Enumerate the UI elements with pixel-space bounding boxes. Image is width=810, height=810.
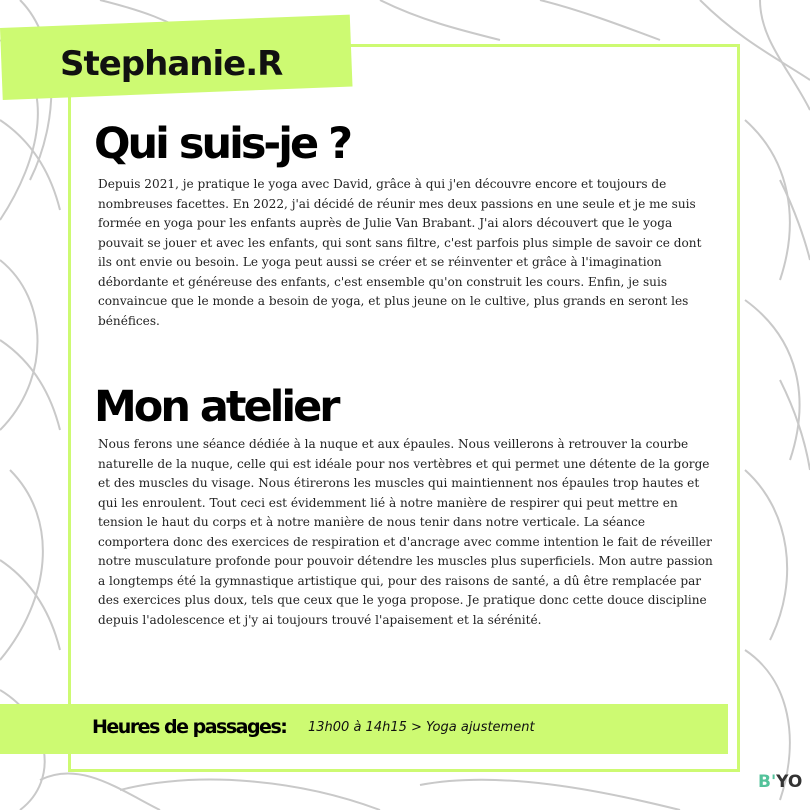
profile-name: Stephanie.R	[60, 44, 283, 84]
logo-rest: YO	[776, 772, 803, 792]
about-text: Depuis 2021, je pratique le yoga avec David, grâce à qui j'en découvre encore et toujours de nombreuses facettes. En 2022, j'ai décidé de réunir mes deux passions en une seule et je me suis formée en yoga pour les enfants auprès de Julie Van Brabant. J'ai alors découvert que le yoga pouvait se jouer et avec les enfants, qui sont sans filtre, c'est parfois plus simple de savoir ce dont ils ont envie ou besoin. Le yoga peut aussi se créer et se réinventer et grâce à l'imagination débordante et généreuse des enfants, c'est ensemble qu'on construit les cours. Enfin, je suis convaincue que le monde a besoin de yoga, et plus jeune on le cultive, plus grands en seront les bénéfices.	[98, 177, 702, 328]
byo-logo	[758, 772, 802, 792]
schedule-value: 13h00 à 14h15 > Yoga ajustement	[308, 720, 535, 735]
about-heading: Qui suis-je ?	[94, 119, 351, 169]
atelier-heading: Mon atelier	[94, 382, 338, 432]
atelier-text: Nous ferons une séance dédiée à la nuque et aux épaules. Nous veillerons à retrouver la courbe naturelle de la nuque, celle qui est idéale pour nos vertèbres et qui permet une détente de la gorge et des muscles du visage. Nous étirerons les muscles qui maintiennent nos épaules trop hautes et qui les enroulent. Tout ceci est évidemment lié à notre manière de respirer qui peut mettre en tension le haut du corps et à notre manière de nous tenir dans notre verticale. La séance comportera donc des exercices de respiration et d'ancrage avec comme intention le fait de réveiller notre musculature profonde pour pouvoir détendre les muscles plus superficiels. Mon autre passion a longtemps été la gymnastique artistique qui, pour des raisons de santé, a dû être remplacée par des exercices plus doux, tels que ceux que le yoga propose. Je pratique donc cette douce discipline depuis l'adolescence et j'y ai toujours trouvé l'apaisement et la sérénité.	[98, 437, 713, 627]
schedule-label: Heures de passages:	[92, 716, 287, 738]
logo-mark: B'	[758, 772, 777, 792]
